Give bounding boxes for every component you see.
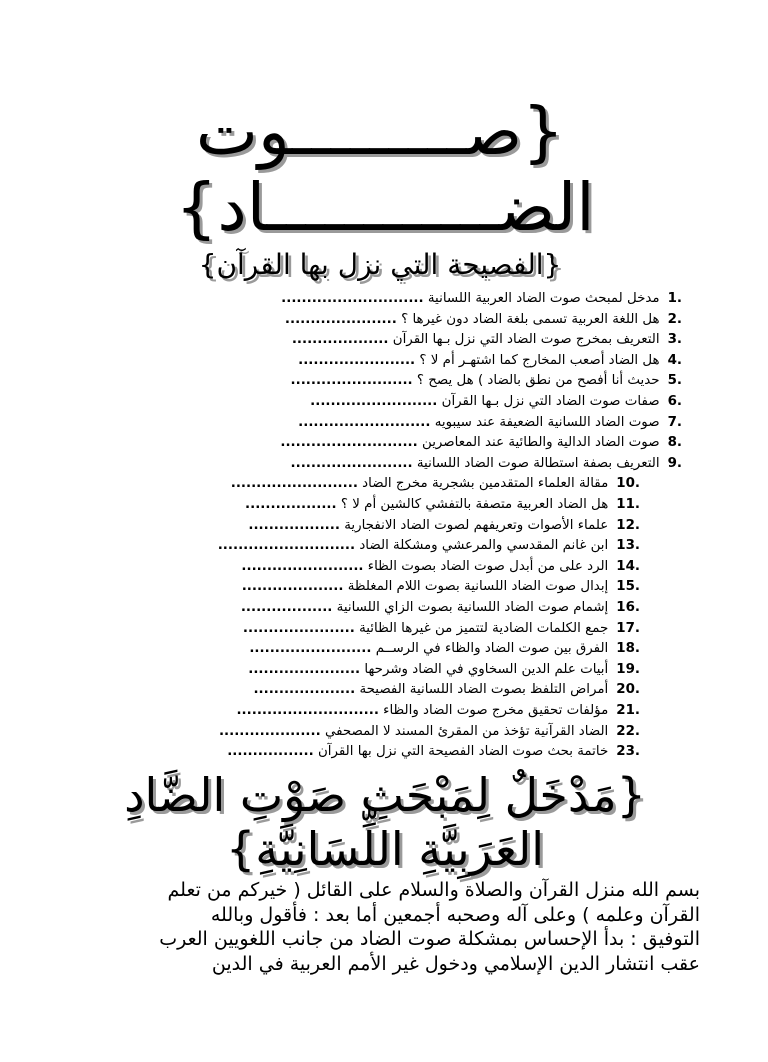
toc-item-leader-dots: ................... xyxy=(291,332,389,348)
toc-item xyxy=(253,680,640,700)
toc-item xyxy=(242,577,640,597)
section-heading-line-1: {مَدْخَلٌ لِمَبْحَثِ صَوْتِ الضَّادِ xyxy=(124,768,646,822)
toc-item-leader-dots: ........................ xyxy=(290,373,413,389)
toc-item-number: 20. xyxy=(616,682,640,698)
toc-item-number: 17. xyxy=(616,620,640,636)
toc-item xyxy=(241,598,640,618)
toc-item-title: حديث أنا أفصح من نطق بالضاد ) هل يصح ؟ xyxy=(416,373,660,389)
toc-item xyxy=(298,351,682,371)
toc-item xyxy=(245,495,640,515)
toc-item-number: 21. xyxy=(616,703,640,718)
toc-item-leader-dots: ........................... xyxy=(280,435,418,451)
toc-item-number: 3. xyxy=(667,332,682,348)
toc-item-title: صوت الضاد الدالية والطائية عند المعاصرين xyxy=(422,435,660,451)
toc-item-number: 4. xyxy=(667,352,682,368)
toc-item-title: أمراض التلفظ بصوت الضاد اللسانية الفصيحة xyxy=(359,682,609,698)
toc-item-leader-dots: ............................ xyxy=(236,703,379,718)
toc-item-leader-dots: ............................ xyxy=(281,291,424,306)
toc-item-leader-dots: ...................... xyxy=(242,620,355,636)
toc-item-title: هل الضاد أصعب المخارج كما اشتهـر أم لا ؟ xyxy=(419,352,660,368)
toc-item-leader-dots: .................... xyxy=(253,682,356,698)
toc-item-leader-dots: .................... xyxy=(218,723,321,739)
toc-item-number: 9. xyxy=(667,455,682,471)
toc-item-number: 1. xyxy=(667,291,682,306)
toc-item xyxy=(280,433,682,453)
toc-item-leader-dots: ........................ xyxy=(241,558,364,574)
toc-item-title: علماء الأصوات وتعريفهم لصوت الضاد الانفجارية xyxy=(344,517,609,533)
toc-item-title: صفات صوت الضاد التي نزل بـها القرآن xyxy=(441,394,660,409)
subtitle: {الفصيحة التي نزل بها القرآن} xyxy=(198,248,562,281)
toc-item-leader-dots: ........................... xyxy=(217,538,356,554)
toc-item-leader-dots: .................. xyxy=(240,600,333,615)
toc-item-title: هل الضاد العربية متصفة بالتفشي كالشين أم لا ؟ xyxy=(340,497,609,512)
toc-item-title: أبيات علم الدين السخاوي في الضاد وشرحها xyxy=(364,661,609,677)
toc-item-title: الرد على من أبدل صوت الضاد بصوت الظاء xyxy=(367,558,609,574)
toc-item-title: التعريف بمخرج صوت الضاد التي نزل بـها القرآن xyxy=(392,332,660,348)
toc-item xyxy=(281,289,682,309)
intro-paragraph xyxy=(60,878,700,976)
toc-item-leader-dots: ...................... xyxy=(284,311,397,327)
toc-item-number: 7. xyxy=(667,414,682,430)
toc-item-leader-dots: ....................... xyxy=(298,352,416,368)
toc-item xyxy=(285,310,682,330)
toc-item-title: ابن غانم المقدسي والمرعشي ومشكلة الضاد xyxy=(359,538,609,554)
toc-item-number: 16. xyxy=(616,600,640,615)
paragraph-line: القرآن وعلمه ) وعلى آله وصحبه أجمعين أما بعد : فأقول وبالله xyxy=(210,903,700,926)
toc-item-title: خاتمة بحث صوت الضاد الفصيحة التي نزل بها القرآن xyxy=(317,744,609,760)
toc-item xyxy=(291,454,682,474)
toc-item-title: مؤلفات تحقيق مخرج صوت الضاد والظاء xyxy=(383,703,609,718)
toc-item-number: 23. xyxy=(616,744,640,760)
toc-item xyxy=(248,660,640,680)
toc-item-title: جمع الكلمات الضادية لتتميز من غيرها الظائية xyxy=(359,620,609,636)
toc-item-number: 15. xyxy=(616,579,640,595)
toc-item xyxy=(248,516,640,536)
toc-item-number: 22. xyxy=(616,723,640,739)
toc-item-number: 12. xyxy=(616,517,640,533)
main-title-line-2: الضــــــــــــاد} xyxy=(175,169,595,246)
toc-item xyxy=(243,619,640,639)
toc-item-leader-dots: ...................... xyxy=(248,661,361,677)
main-title-line-1: {صـــــــــوت xyxy=(195,93,565,170)
toc-item xyxy=(218,536,640,556)
toc-item xyxy=(291,371,682,391)
toc-item-number: 2. xyxy=(667,311,682,327)
toc-item-number: 5. xyxy=(667,373,682,389)
toc-item-number: 19. xyxy=(616,661,640,677)
toc-item-number: 13. xyxy=(616,538,640,554)
section-heading-line-2: العَرَبِيَّةِ اللِّسَانِيَّةِ} xyxy=(225,822,545,876)
toc-item-leader-dots: ......................... xyxy=(310,394,438,409)
toc-item-title: إبدال صوت الضاد اللسانية بصوت اللام المغلظة xyxy=(347,579,609,595)
toc-item-title: مقالة العلماء المتقدمين بشجرية مخرج الضاد xyxy=(362,476,609,492)
toc-item-leader-dots: ........................ xyxy=(249,641,372,657)
toc-item-leader-dots: .................. xyxy=(245,497,337,512)
toc-item-number: 6. xyxy=(667,394,682,409)
toc-item-leader-dots: ........................ xyxy=(290,455,413,471)
toc-item-leader-dots: .......................... xyxy=(298,414,431,430)
toc-item-leader-dots: .................... xyxy=(241,579,344,595)
toc-item-number: 14. xyxy=(616,558,640,574)
toc-item-title: الفرق بين صوت الضاد والظاء في الرســم xyxy=(375,641,609,657)
toc-item xyxy=(219,722,640,742)
toc-item-number: 10. xyxy=(616,476,640,492)
toc-item xyxy=(231,474,640,494)
toc-item xyxy=(236,701,640,721)
paragraph-line: بسم الله منزل القرآن والصلاة والسلام على القائل ( خيركم من تعلم xyxy=(167,879,700,901)
toc-item-number: 18. xyxy=(616,641,640,657)
toc-item xyxy=(310,392,682,412)
toc-item-number: 8. xyxy=(667,435,682,451)
toc-item xyxy=(298,413,682,433)
toc-item-title: مدخل لمبحث صوت الضاد العربية اللسانية xyxy=(427,291,660,306)
toc-item-leader-dots: .................. xyxy=(248,517,340,533)
toc-item-number: 11. xyxy=(616,497,640,512)
toc-item xyxy=(292,330,682,350)
toc-item xyxy=(227,742,640,762)
toc-item xyxy=(249,639,640,659)
toc-item-title: هل اللغة العربية تسمى بلغة الضاد دون غيرها ؟ xyxy=(401,311,660,327)
toc-item-title: إشمام صوت الضاد اللسانية بصوت الزاي اللسانية xyxy=(336,600,609,615)
toc-item-leader-dots: ................. xyxy=(227,744,314,760)
toc-item xyxy=(241,557,640,577)
toc-item-title: التعريف بصفة استطالة صوت الضاد اللسانية xyxy=(416,455,660,471)
toc-item-title: الضاد القرآنية تؤخذ من المقرئ المسند لا المصحفي xyxy=(324,723,609,739)
paragraph-line: التوفيق : بدأ الإحساس بمشكلة صوت الضاد من جانب اللغويين العرب xyxy=(159,928,700,950)
toc-item-leader-dots: ......................... xyxy=(230,476,358,492)
toc-item-title: صوت الضاد اللسانية الضعيفة عند سيبويه xyxy=(434,414,660,430)
paragraph-line: عقب انتشار الدين الإسلامي ودخول غير الأمم العربية في الدين xyxy=(211,952,700,975)
